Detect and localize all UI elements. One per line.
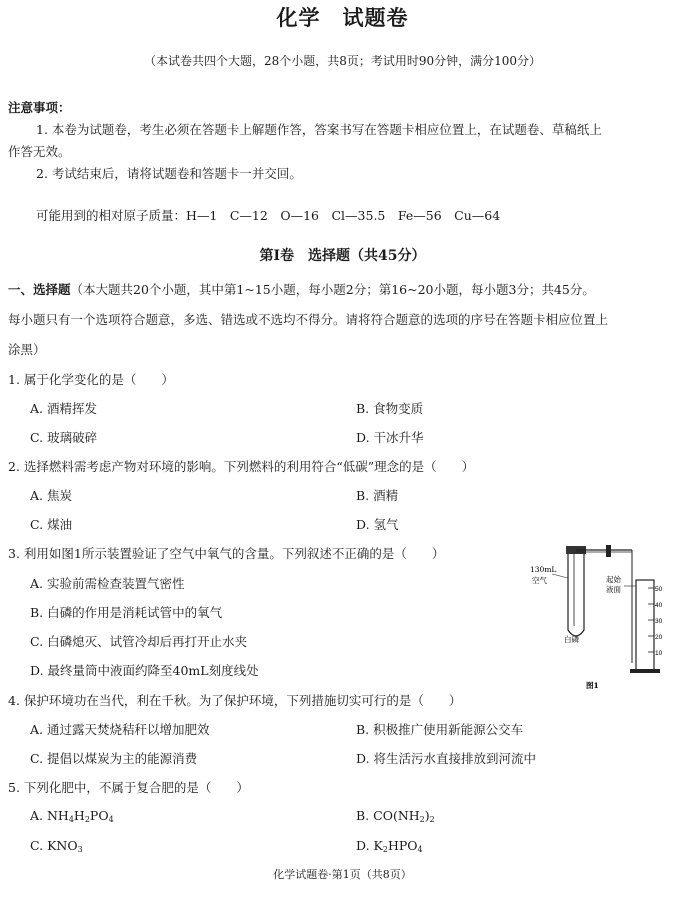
- question-5-option-b: B. $CO(NH_2)_2$: [356, 808, 435, 824]
- question-5-stem: 5. 下列化肥中，不属于复合肥的是（ ）: [8, 780, 249, 795]
- scale-label-50: 50: [655, 586, 663, 593]
- cylinder-scale: [648, 588, 654, 652]
- label-130ml: 130mL: [530, 565, 557, 574]
- question-5-option-d: D. $K_2HPO_4$: [356, 838, 423, 854]
- notice-item-2: 2. 考试结束后，请将试题卷和答题卡一并交回。: [36, 166, 302, 181]
- scale-label-10: 10: [655, 650, 663, 657]
- question-1-option-d: D. 干冰升华: [356, 430, 424, 445]
- question-2-option-d: D. 氢气: [356, 517, 399, 532]
- question-4-option-b: B. 积极推广使用新能源公交车: [356, 722, 524, 737]
- question-3-option-d: D. 最终量筒中液面约降至40mL刻度线处: [30, 663, 259, 678]
- test-tube: [568, 554, 584, 636]
- question-2-option-c: C. 煤油: [30, 517, 73, 532]
- question-1-option-b: B. 食物变质: [356, 401, 424, 416]
- question-1-option-c: C. 玻璃破碎: [30, 430, 98, 445]
- question-1-stem: 1. 属于化学变化的是（ ）: [8, 372, 174, 387]
- atomic-masses: 可能用到的相对原子质量：H—1 C—12 O—16 Cl—35.5 Fe—56 Cu—64: [36, 208, 501, 223]
- section-intro-line-1: [8, 280, 595, 298]
- water-clamp: [606, 545, 611, 557]
- question-2-stem: 2. 选择燃料需考虑产物对环境的影响。下列燃料的利用符合“低碳”理念的是（ ）: [8, 459, 475, 474]
- question-4-option-c: C. 提倡以煤炭为主的能源消费: [30, 751, 198, 766]
- question-4-stem: 4. 保护环境功在当代，利在千秋。为了保护环境，下列措施切实可行的是（ ）: [8, 693, 462, 708]
- question-3-option-b: B. 白磷的作用是消耗试管中的氧气: [30, 605, 223, 620]
- label-white-phosphorus: 白磷: [564, 635, 579, 644]
- question-2-option-b: B. 酒精: [356, 488, 399, 503]
- scale-label-30: 30: [655, 618, 663, 625]
- scale-label-20: 20: [655, 634, 663, 641]
- question-4-option-d: D. 将生活污水直接排放到河流中: [356, 751, 537, 766]
- question-3-option-c: C. 白磷熄灭、试管冷却后再打开止水夹: [30, 634, 248, 649]
- cylinder-base: [630, 669, 660, 673]
- question-3-stem: 3. 利用如图1所示装置验证了空气中氧气的含量。下列叙述不正确的是（ ）: [8, 546, 445, 561]
- question-3-option-a: A. 实验前需检查装置气密性: [30, 576, 185, 591]
- exam-info: （本试卷共四个大题，28个小题，共8页；考试用时90分钟，满分100分）: [143, 54, 542, 68]
- page-footer: 化学试题卷·第1页（共8页）: [273, 868, 412, 881]
- notice-heading: 注意事项：: [8, 100, 71, 115]
- question-1-option-a: A. 酒精挥发: [30, 401, 97, 416]
- graduated-cylinder: [636, 580, 654, 670]
- section-intro-text: （本大题共20个小题，其中第1~15小题，每小题2分；第16~20小题，每小题3分；共45分。: [70, 282, 595, 297]
- page-title: 化学 试题卷: [276, 5, 409, 30]
- figure-caption: 图1: [586, 681, 599, 690]
- notice-item-1-line-2: 作答无效。: [8, 144, 71, 159]
- label-start-2: 液面: [606, 585, 621, 594]
- question-5-option-a: A. $NH_4H_2PO_4$: [30, 808, 114, 824]
- label-air: 空气: [532, 576, 547, 585]
- question-2-option-a: A. 焦炭: [30, 488, 72, 503]
- notice-item-1-line-1: 1. 本卷为试题卷，考生必须在答题卡上解题作答，答案书写在答题卡相应位置上，在试题卷、草稿纸上: [36, 122, 602, 137]
- scale-label-40: 40: [655, 602, 663, 609]
- figure-1-apparatus: [520, 538, 680, 698]
- question-4-option-a: A. 通过露天焚烧秸秆以增加肥效: [30, 722, 210, 737]
- section-intro-line-3: 涂黑）: [8, 342, 46, 357]
- question-5-option-c: C. $KNO_3$: [30, 838, 83, 854]
- section-intro-label: 一、选择题: [8, 282, 71, 297]
- section-title: 第Ⅰ卷 选择题（共45分）: [259, 248, 426, 264]
- section-intro-line-2: 每小题只有一个选项符合题意，多选、错选或不选均不得分。请将符合题意的选项的序号在答题卡相应位置上: [8, 312, 609, 327]
- label-start-1: 起始: [606, 575, 621, 584]
